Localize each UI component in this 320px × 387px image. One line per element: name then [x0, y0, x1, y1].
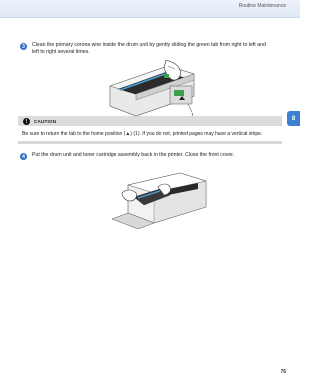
caution-label: CAUTION	[34, 118, 57, 124]
detail-inset	[170, 86, 192, 104]
caution-text: Be sure to return the tab to the home position (▲) (1). If you do not, printed pages may have a vertical stripe.	[22, 131, 263, 137]
printer-illustration	[108, 167, 208, 229]
step-instruction	[32, 152, 284, 159]
page-number: 76	[280, 369, 286, 375]
caution-header-bar	[18, 116, 282, 126]
step-number-badge: 3	[20, 43, 27, 50]
step-instruction	[32, 42, 284, 56]
step-instruction-line: left to right several times.	[32, 49, 90, 55]
callout-line	[188, 104, 192, 112]
header-title: Routine Maintenance	[238, 3, 286, 9]
caution-icon: !	[23, 118, 30, 125]
step-instruction-line: Put the drum unit and toner cartridge assembly back in the printer. Close the front cover.	[32, 152, 235, 158]
green-tab	[164, 74, 169, 78]
step-number-badge: 4	[20, 153, 27, 160]
chapter-tab: 8	[287, 111, 300, 126]
caution-bottom-rule	[18, 141, 282, 144]
step-instruction-line: Clean the primary corona wire inside the drum unit by gently sliding the green tab from right to left and	[32, 42, 266, 48]
drum-unit-illustration	[108, 60, 200, 118]
